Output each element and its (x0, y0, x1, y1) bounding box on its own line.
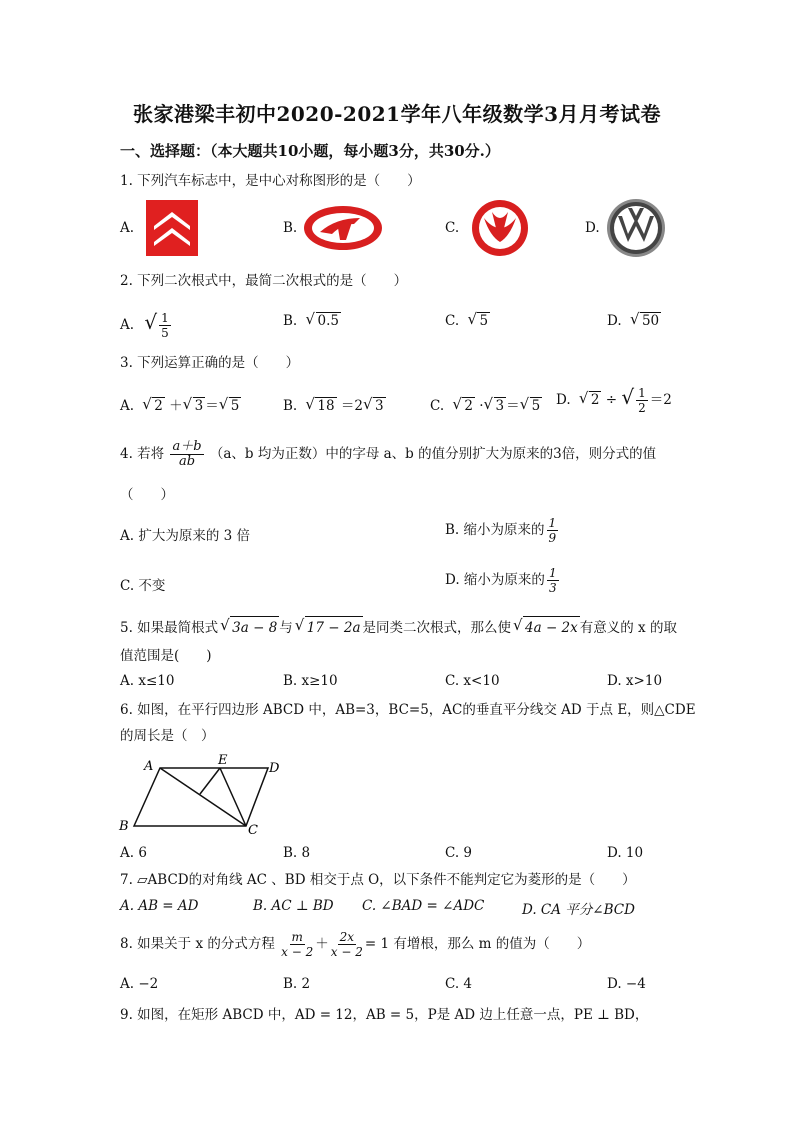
question-9-stem: 9. 如图，在矩形 ABCD 中，AD = 12，AB = 5，P是 AD 边上任意一点，PE ⊥ BD， (120, 1007, 649, 1023)
citroen-logo-icon (146, 200, 198, 256)
q2-label-d: D. (607, 313, 622, 329)
q2-label-b: B. (283, 313, 298, 329)
q3-option-a: A. √ 2 ＋√ 3 ＝√ 5 (120, 394, 241, 414)
q2-a-num: 1 (161, 311, 169, 325)
q8-option-c: C. 4 (445, 976, 473, 992)
changan-logo-icon (302, 204, 384, 252)
question-2-stem: 2. 下列二次根式中，最简二次根式的是（ ） (120, 273, 408, 289)
q2-d-radicand: √ 50 (640, 312, 661, 329)
q5-option-c: C. x<10 (445, 673, 500, 689)
q2-option-b (283, 312, 341, 329)
q8-post: = 1 有增根，那么 m 的值为（ ） (364, 936, 591, 952)
q2-option-c (445, 312, 490, 329)
q6-option-d: D. 10 (607, 845, 644, 861)
section-heading: 一、选择题：（本大题共10小题，每小题3分，共30分.） (120, 142, 500, 160)
q2-a-den: 5 (161, 326, 169, 340)
q7-option-b: B. AC ⊥ BD (253, 898, 334, 914)
q1-label-c: C. (445, 220, 460, 236)
q2-option-d (607, 312, 661, 329)
q4-paren: （ ） (120, 487, 174, 503)
point-label-a: A (144, 759, 154, 774)
volkswagen-logo-icon (606, 198, 666, 258)
q4-frac-den: ab (178, 454, 196, 469)
q4-frac-num: a＋b (172, 439, 202, 454)
q5-mid2: 是同类二次根式，那么使 (362, 620, 512, 636)
q3-option-b: B. √ 18 ＝2√ 3 (283, 394, 386, 414)
point-label-b: B (119, 819, 129, 834)
q1-label-a: A. (120, 220, 135, 236)
q4-option-d: D. 缩小为原来的 $\frac{1}{3}$ (445, 566, 557, 595)
question-4-line1 (120, 440, 656, 469)
q4-b-den: 9 (548, 531, 557, 545)
q6-option-b: B. 8 (283, 845, 311, 861)
q5-option-a: A. x≤10 (120, 673, 175, 689)
q8-frac1-num: m (291, 930, 303, 944)
q7-option-d: D. CA 平分∠BCD (522, 902, 635, 918)
point-label-c: C (248, 823, 258, 838)
q7-option-a: A. AB = AD (120, 898, 199, 914)
q2-c-radicand: √ 5 (477, 312, 490, 329)
q5-radical-2: √ 17 − 2a (305, 616, 363, 639)
page-title: 张家港梁丰初中2020-2021学年八年级数学3月月考试卷 (132, 102, 662, 126)
q5-pre: 5. 如果最简根式 (120, 620, 219, 636)
q1-label-b: B. (283, 220, 298, 236)
q8-pre: 8. 如果关于 x 的分式方程 (120, 936, 275, 952)
q8-frac2-den: x − 2 (330, 945, 363, 959)
q6-option-a: A. 6 (120, 845, 147, 861)
parallelogram-figure (114, 750, 280, 840)
q2-b-radicand: √ 0.5 (316, 312, 341, 329)
q5-option-b: B. x≥10 (283, 673, 338, 689)
q1-label-d: D. (585, 220, 600, 236)
question-5-line2: 值范围是( ) (120, 648, 212, 664)
q4-option-a: A. 扩大为原来的 3 倍 (120, 528, 251, 544)
q8-option-b: B. 2 (283, 976, 311, 992)
q5-radical-3: √ 4a − 2x (523, 616, 580, 639)
q2-label-c: C. (445, 313, 460, 329)
q5-post: 有意义的 x 的取 (579, 620, 677, 636)
q8-frac2-num: 2x (339, 930, 355, 944)
question-7-stem: 7. ▱ABCD的对角线 AC 、BD 相交于点 O，以下条件不能判定它为菱形的是（ ） (120, 872, 636, 888)
question-6-line1: 6. 如图，在平行四边形 ABCD 中，AB=3，BC=5，AC的垂直平分线交 AD 于点 E，则△CDE (120, 702, 696, 718)
point-label-d: D (269, 761, 280, 776)
q6-option-c: C. 9 (445, 845, 473, 861)
q2-label-a: A. (120, 317, 135, 333)
q4-stem-post: （a、b 均为正数）中的字母 a、b 的值分别扩大为原来的3倍，则分式的值 (209, 446, 657, 462)
q2-option-a: A. √ $\frac{1}{5}$ (120, 310, 169, 340)
q7-option-c: C. ∠BAD = ∠ADC (362, 898, 485, 914)
point-label-e: E (218, 753, 228, 768)
q5-option-d: D. x>10 (607, 673, 663, 689)
question-6-line2: 的周长是（ ） (120, 728, 215, 744)
question-5-line1 (120, 616, 677, 639)
q5-radical-1: √ 3a − 8 (230, 616, 279, 639)
q4-d-den: 3 (548, 581, 557, 595)
question-3-stem: 3. 下列运算正确的是（ ） (120, 355, 300, 371)
q5-mid: 与 (279, 620, 293, 636)
q4-b-text: B. 缩小为原来的 (445, 522, 545, 538)
q3-option-d: D. √ 2 ÷ √ $\frac{1}{2}$ ＝2 (556, 385, 672, 415)
q4-stem-pre: 4. 若将 (120, 446, 165, 462)
q8-option-d: D. −4 (607, 976, 646, 992)
q8-frac1-den: x − 2 (281, 945, 314, 959)
question-1-stem: 1. 下列汽车标志中，是中心对称图形的是（ ） (120, 173, 421, 189)
dongfeng-logo-icon (470, 198, 530, 258)
q4-option-b: B. 缩小为原来的 $\frac{1}{9}$ (445, 516, 557, 545)
question-8-line: 8. 如果关于 x 的分式方程 $\frac{m}{x - 2}$ ＋ $\frac{2x}{x - 2}$ = 1 有增根，那么 m 的值为（ ） (120, 930, 591, 959)
q4-d-text: D. 缩小为原来的 (445, 572, 545, 588)
q3-option-c: C. √ 2 ·√ 3 ＝√ 5 (430, 394, 542, 414)
q4-option-c: C. 不变 (120, 578, 166, 594)
q8-option-a: A. −2 (120, 976, 159, 992)
